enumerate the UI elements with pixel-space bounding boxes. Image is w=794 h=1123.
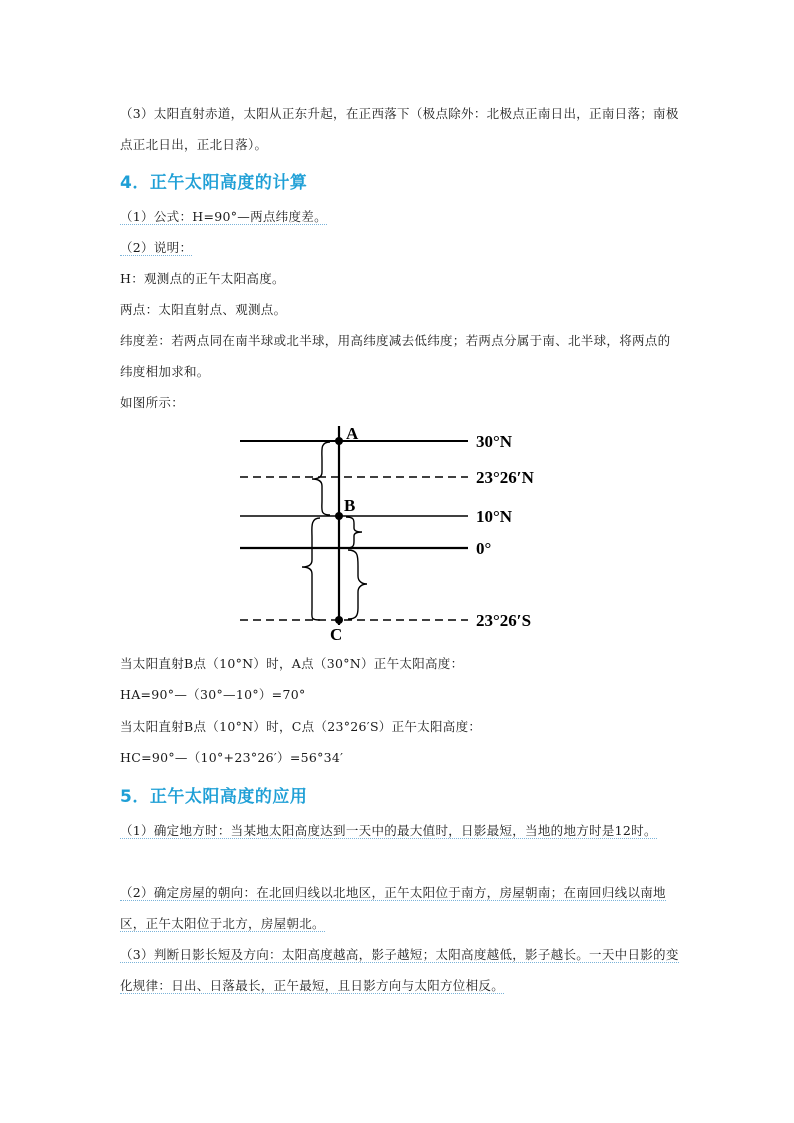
application-item-1 bbox=[120, 815, 680, 846]
point-b bbox=[335, 512, 343, 520]
label-a: A bbox=[346, 424, 359, 443]
label-2326n: 23°26′N bbox=[476, 468, 534, 487]
label-10n: 10°N bbox=[476, 507, 513, 526]
calc-line-2: HA=90°—（30°—10°）=70° bbox=[120, 687, 306, 702]
formula-text: （1）公式：H=90°—两点纬度差。 bbox=[120, 209, 327, 224]
paragraph-equator-sunrise: （3）太阳直射赤道，太阳从正东升起，在正西落下（极点除外：北极点正南日出，正南日落；南极点正北日出，正北日落）。 bbox=[120, 106, 679, 152]
point-a bbox=[335, 437, 343, 445]
application-item-2 bbox=[120, 877, 680, 939]
brace-b-eq bbox=[346, 517, 362, 548]
point-c bbox=[335, 616, 343, 624]
brace-eq-c bbox=[348, 550, 367, 619]
as-shown-label: 如图所示： bbox=[120, 395, 185, 410]
label-30n: 30°N bbox=[476, 432, 513, 451]
section-4-heading: 4．正午太阳高度的计算 bbox=[120, 173, 308, 193]
explain-text: （2）说明： bbox=[120, 240, 193, 255]
brace-a-c bbox=[302, 518, 320, 620]
formula-line bbox=[120, 201, 680, 232]
application-item-2-text: （2）确定房屋的朝向：在北回归线以北地区，正午太阳位于南方，房屋朝南；在南回归线以南地区，正午太阳位于北方，房屋朝北。 bbox=[120, 885, 666, 931]
application-item-1-text: （1）确定地方时：当某地太阳高度达到一天中的最大值时，日影最短，当地的地方时是12时。 bbox=[120, 823, 657, 838]
label-2326s: 23°26′S bbox=[476, 611, 532, 630]
application-item-3-text: （3）判断日影长短及方向：太阳高度越高，影子越短；太阳高度越低，影子越长。一天中日影的变化规律：日出、日落最长，正午最短，且日影方向与太阳方位相反。 bbox=[120, 947, 679, 993]
latitude-difference-definition: 纬度差：若两点同在南半球或北半球，用高纬度减去低纬度；若两点分属于南、北半球，将两点的纬度相加求和。 bbox=[120, 333, 671, 379]
calc-line-4: HC=90°—（10°+23°26′）=56°34′ bbox=[120, 750, 344, 765]
application-item-3 bbox=[120, 939, 680, 1001]
calc-line-1: 当太阳直射B点（10°N）时，A点（30°N）正午太阳高度： bbox=[120, 656, 464, 671]
calc-line-3: 当太阳直射B点（10°N）时，C点（23°26′S）正午太阳高度： bbox=[120, 719, 482, 734]
label-c: C bbox=[330, 625, 343, 644]
two-points-definition: 两点：太阳直射点、观测点。 bbox=[120, 302, 287, 317]
latitude-diagram bbox=[230, 420, 570, 645]
explain-line bbox=[120, 232, 680, 263]
label-equator: 0° bbox=[476, 539, 492, 558]
section-5-heading: 5．正午太阳高度的应用 bbox=[120, 787, 308, 807]
brace-a-b bbox=[312, 442, 330, 515]
label-b: B bbox=[344, 496, 356, 515]
h-definition: H：观测点的正午太阳高度。 bbox=[120, 271, 285, 286]
